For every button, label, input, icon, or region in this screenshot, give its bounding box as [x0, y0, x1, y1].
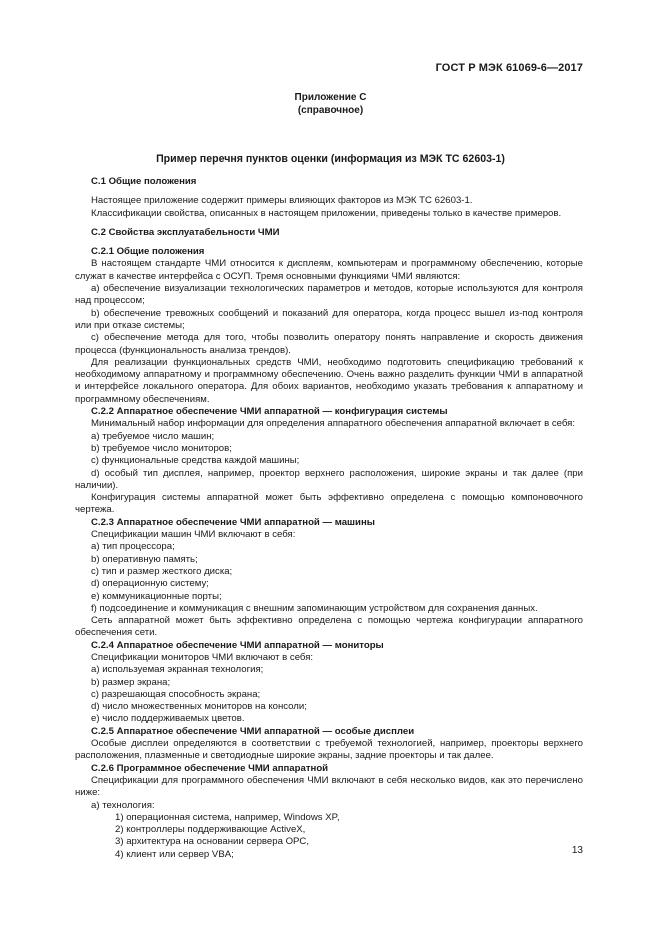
document-body [75, 176, 583, 861]
list-item: е) число поддерживаемых цветов. [91, 713, 245, 725]
list-item: а) используемая экранная технология; [91, 664, 264, 676]
sub-list-item: 1) операционная система, например, Windows XP, [115, 811, 340, 823]
paragraph: Для реализации функциональных средств ЧМИ, необходимо подготовить спецификацию требований к необходимому аппаратному и программному обеспечению. Очень важно разделить функции ЧМИ в аппаратной и интерфейсе локального оператора. Для обоих вариантов, необходимо указать требования к аппаратному и программному обеспечениям. [75, 356, 583, 405]
list-item: d) операционную систему; [91, 578, 209, 590]
appendix-title: Пример перечня пунктов оценки (информация из МЭК ТС 62603-1) [156, 153, 505, 165]
sub-list-item: 2) контроллеры поддерживающие ActiveX, [115, 824, 306, 836]
section-heading: С.2 Свойства эксплуатабельности ЧМИ [91, 226, 280, 238]
subsection-heading: С.2.6 Программное обеспечение ЧМИ аппаратной [91, 762, 329, 774]
paragraph: Спецификации мониторов ЧМИ включают в себя: [91, 651, 314, 663]
appendix-note: (справочное) [297, 105, 364, 116]
sub-list-item: 4) клиент или сервер VBA; [115, 848, 234, 860]
paragraph: Минимальный набор информации для определения аппаратного обеспечения аппаратной включает в себя: [91, 418, 576, 430]
page-number: 13 [571, 845, 583, 856]
subsection-heading: С.2.4 Аппаратное обеспечение ЧМИ аппаратной — мониторы [91, 639, 384, 651]
list-item: с) тип и размер жесткого диска; [91, 565, 233, 577]
list-item: с) обеспечение метода для того, чтобы позволить оператору понять направление и скорость движения процесса (функциональность анализа трендов). [75, 332, 583, 356]
paragraph: Классификации свойства, описанных в настоящем приложении, приведены только в качестве примеров. [91, 207, 562, 219]
subsection-heading: С.2.2 Аппаратное обеспечение ЧМИ аппаратной — конфигурация системы [91, 406, 448, 418]
list-item: d) число множественных мониторов на консоли; [91, 701, 307, 713]
list-item: d) особый тип дисплея, например, проектор верхнего расположения, широкие экраны и так далее (при наличии). [75, 467, 583, 491]
section-heading: С.1 Общие положения [91, 176, 197, 187]
paragraph: В настоящем стандарте ЧМИ относится к дисплеям, компьютерам и программному обеспечению, которые служат в качестве интерфейса с ОСУП. Тремя основными функциями ЧМИ являются: [75, 258, 583, 282]
list-item: а) обеспечение визуализации технологических параметров и методов, которые используются для контроля над процессом; [75, 283, 583, 307]
list-item: b) оперативную память; [91, 553, 198, 565]
sub-list-item: 3) архитектура на основании сервера OPC, [115, 836, 310, 848]
paragraph: Спецификации машин ЧМИ включают в себя: [91, 529, 296, 541]
list-item: а) технология: [91, 799, 155, 811]
list-item: а) требуемое число машин; [91, 430, 215, 442]
document-code: ГОСТ Р МЭК 61069-6—2017 [435, 62, 583, 74]
paragraph: Конфигурация системы аппаратной может быть эффективно определена с помощью компоновочного чертежа. [75, 492, 583, 516]
paragraph: Спецификации для программного обеспечения ЧМИ включают в себя несколько видов, как это перечислено ниже: [75, 774, 583, 799]
appendix-heading [0, 91, 661, 117]
paragraph: Настоящее приложение содержит примеры влияющих факторов из МЭК ТС 62603-1. [91, 195, 473, 207]
paragraph: Особые дисплеи определяются в соответствии с требуемой технологией, например, проекторы верхнего расположения, плазменные и светодиодные широкие экраны, задние проекторы и так далее. [75, 738, 583, 762]
subsection-heading: С.2.1 Общие положения [91, 246, 205, 258]
subsection-heading: С.2.3 Аппаратное обеспечение ЧМИ аппаратной — машины [91, 516, 375, 528]
list-item: b) размер экрана; [91, 676, 171, 688]
list-item: f) подсоединение и коммуникация с внешним запоминающим устройством для сохранения данных. [91, 602, 538, 614]
list-item: с) функциональные средства каждой машины; [91, 455, 300, 467]
appendix-label: Приложение С [294, 92, 367, 103]
list-item: а) тип процессора; [91, 541, 175, 553]
subsection-heading: С.2.5 Аппаратное обеспечение ЧМИ аппаратной — особые дисплеи [91, 725, 415, 737]
list-item: b) требуемое число мониторов; [91, 442, 232, 454]
list-item: b) обеспечение тревожных сообщений и показаний для оператора, когда процесс вышел из-под контроля или при отказе системы; [75, 307, 583, 331]
list-item: е) коммуникационные порты; [91, 590, 222, 602]
list-item: с) разрешающая способность экрана; [91, 688, 261, 700]
paragraph: Сеть аппаратной может быть эффективно определена с помощью чертежа конфигурации аппаратного обеспечения сети. [75, 615, 583, 639]
